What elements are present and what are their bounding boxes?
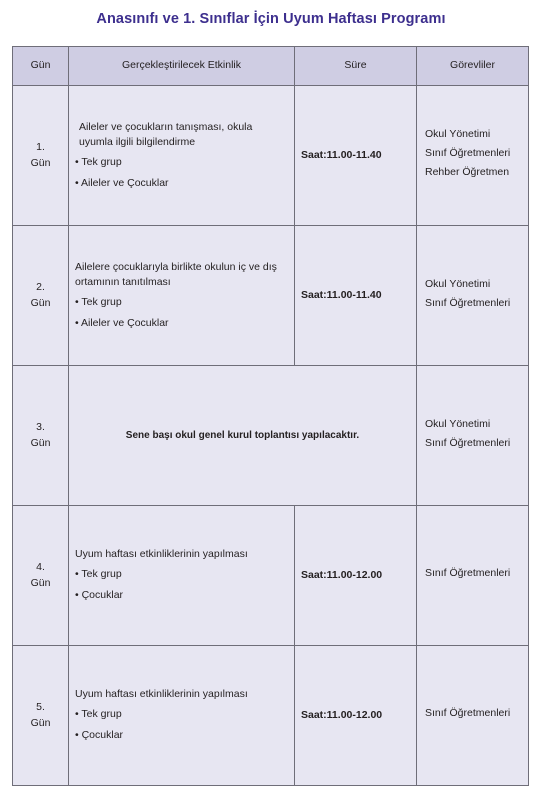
activity-description: Uyum haftası etkinliklerinin yapılması xyxy=(75,688,248,701)
activity-bullet: • Çocuklar xyxy=(75,729,124,742)
activity-bullet: • Aileler ve Çocuklar xyxy=(75,176,169,189)
roles-cell xyxy=(417,646,529,786)
activity-cell xyxy=(69,86,295,226)
activity-cell xyxy=(69,506,295,646)
activity-bullet: • Tek grup xyxy=(75,568,122,581)
activity-bullet: • Aileler ve Çocuklar xyxy=(75,316,169,329)
table-row xyxy=(13,366,529,506)
activity-description: Aileler ve çocukların tanışması, okula uyumla ilgili bilgilendirme xyxy=(79,120,253,148)
role-item: Sınıf Öğretmenleri xyxy=(425,567,511,580)
day-cell xyxy=(13,226,69,366)
activity-description: Ailelere çocuklarıyla birlikte okulun iç ve dış ortamının tanıtılması xyxy=(75,260,277,288)
schedule-table xyxy=(12,46,529,786)
header-roles: Görevliler xyxy=(417,47,529,86)
activity-cell xyxy=(69,646,295,786)
roles-cell xyxy=(417,506,529,646)
day-label: Gün xyxy=(30,156,51,169)
page-title: Anasınıfı ve 1. Sınıflar İçin Uyum Haftası Programı xyxy=(96,11,446,27)
roles-cell xyxy=(417,366,529,506)
day-number: 1. xyxy=(36,140,45,153)
role-item: Sınıf Öğretmenleri xyxy=(425,147,511,160)
day-label: Gün xyxy=(30,296,51,309)
day-label: Gün xyxy=(30,716,51,729)
role-item: Okul Yönetimi xyxy=(425,417,491,430)
day-cell xyxy=(13,506,69,646)
activity-cell xyxy=(69,226,295,366)
activity-bullet: • Tek grup xyxy=(75,155,122,168)
table-row xyxy=(13,646,529,786)
header-row xyxy=(13,47,529,86)
duration-cell: Saat:11.00-12.00 xyxy=(295,506,417,646)
day-cell xyxy=(13,646,69,786)
role-item: Sınıf Öğretmenleri xyxy=(425,707,511,720)
table-row xyxy=(13,86,529,226)
day-number: 3. xyxy=(36,420,45,433)
day-cell xyxy=(13,86,69,226)
header-activity: Gerçekleştirilecek Etkinlik xyxy=(69,47,295,86)
day-label: Gün xyxy=(30,436,51,449)
day-number: 5. xyxy=(36,700,45,713)
table-row xyxy=(13,506,529,646)
activity-description: Uyum haftası etkinliklerinin yapılması xyxy=(75,548,248,561)
day-label: Gün xyxy=(30,576,51,589)
header-duration: Süre xyxy=(295,47,417,86)
table-row xyxy=(13,226,529,366)
roles-cell xyxy=(417,226,529,366)
activity-bullet: • Çocuklar xyxy=(75,589,124,602)
duration-cell: Saat:11.00-12.00 xyxy=(295,646,417,786)
duration-cell: Saat:11.00-11.40 xyxy=(295,86,417,226)
duration-cell: Saat:11.00-11.40 xyxy=(295,226,417,366)
role-item: Sınıf Öğretmenleri xyxy=(425,296,511,309)
day-cell xyxy=(13,366,69,506)
activity-bullet: • Tek grup xyxy=(75,295,122,308)
header-day: Gün xyxy=(13,47,69,86)
activity-bullet: • Tek grup xyxy=(75,708,122,721)
day-number: 4. xyxy=(36,560,45,573)
roles-cell xyxy=(417,86,529,226)
merged-activity-cell: Sene başı okul genel kurul toplantısı yapılacaktır. xyxy=(69,366,417,506)
role-item: Okul Yönetimi xyxy=(425,277,491,290)
day-number: 2. xyxy=(36,280,45,293)
role-item: Okul Yönetimi xyxy=(425,128,491,141)
role-item: Sınıf Öğretmenleri xyxy=(425,436,511,449)
role-item: Rehber Öğretmen xyxy=(425,165,510,178)
